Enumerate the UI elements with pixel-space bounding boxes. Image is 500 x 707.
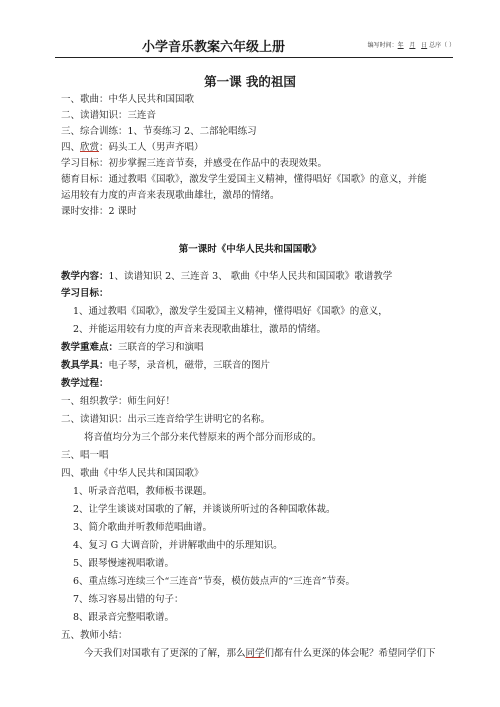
lesson-item: 一、歌曲：中华人民共和国国歌 <box>61 94 195 105</box>
step-item: 8、跟录音完整唱歌谱。 <box>73 612 175 623</box>
meta-total: 总序（ ） <box>429 42 455 49</box>
summary-line: 今天我们对国歌有了更深的了解，那么同学们都有什么更深的体会呢？希望同学们下 <box>84 648 436 659</box>
step-item: 7、练习容易出错的句子： <box>73 594 184 605</box>
step-item: 将音值均分为三个部分来代替原来的两个部分而形成的。 <box>84 432 322 443</box>
goal-item: 2、并能运用较有力度的声音来表现歌曲雄壮，激昂的情绪。 <box>73 324 327 335</box>
step-item: 五、教师小结： <box>61 630 128 641</box>
step-item: 一、组织教学：师生问好！ <box>61 396 176 407</box>
step-item: 三、唱一唱 <box>61 450 109 461</box>
lesson-item: 学习目标：初步掌握三连音节奏，并感受在作品中的表现效果。 <box>61 158 328 169</box>
key-line: 教学重难点：三联音的学习和演唱 <box>61 342 204 353</box>
header-rule <box>55 57 453 58</box>
header-meta <box>368 40 455 49</box>
lesson-item: 课时安排：2 课时 <box>61 206 137 217</box>
summary-underlined: 同学 <box>245 648 265 659</box>
meta-day: 日 <box>421 42 428 49</box>
content-label: 教学内容： <box>61 271 109 282</box>
tools-label: 教具学具： <box>61 360 109 371</box>
meta-month: 月 <box>409 42 416 49</box>
lesson-item: 三、综合训练：1、节奏练习 2、二部轮唱练习 <box>61 126 257 137</box>
process-label: 教学过程： <box>61 378 109 389</box>
lesson-title: 第一课 我的祖国 <box>204 74 296 89</box>
lesson-item: 运用较有力度的声音来表现歌曲雄壮，激昂的情绪。 <box>61 190 280 201</box>
goal-item: 1、通过教唱《国歌》，激发学生爱国主义精神，懂得唱好《国歌》的意义， <box>73 306 388 317</box>
step-item: 二、读谱知识：出示三连音给学生讲明它的名称。 <box>61 414 271 425</box>
content-line: 教学内容：1、读谱知识 2、三连音 3、 歌曲《中华人民共和国国歌》歌谱教学 <box>61 271 393 282</box>
lesson-item: 德育目标：通过教唱《国歌》，激发学生爱国主义精神，懂得唱好《国歌》的意义，并能 <box>61 174 427 185</box>
goals-label: 学习目标： <box>61 288 109 299</box>
appreciation-link: 欣赏 <box>80 142 100 153</box>
step-item: 6、重点练习连续三个“三连音”节奏，模仿鼓点声的“三连音”节奏。 <box>73 576 355 587</box>
lesson-item-appreciation: 四、欣赏：码头工人（男声齐唱） <box>61 142 204 153</box>
step-item: 2、让学生谈谈对国歌的了解，并谈谈所听过的各种国歌体裁。 <box>73 504 336 515</box>
header-title: 小学音乐教案六年级上册 <box>141 40 285 55</box>
meta-year: 年 <box>397 42 404 49</box>
step-item: 4、复习 G 大调音阶，并讲解歌曲中的乐理知识。 <box>73 540 283 551</box>
lesson-item: 二、读谱知识：三连音 <box>61 110 157 121</box>
step-item: 四、歌曲《中华人民共和国国歌》 <box>61 468 204 479</box>
step-item: 5、跟琴慢速视唱歌谱。 <box>73 558 175 569</box>
period-title: 第一课时《中华人民共和国国歌》 <box>178 244 322 255</box>
tools-line: 教具学具：电子琴，录音机，磁带，三联音的图片 <box>61 360 271 371</box>
step-item: 1、听录音范唱，教师板书课题。 <box>73 486 213 497</box>
step-item: 3、简介歌曲并听教师范唱曲谱。 <box>73 522 213 533</box>
meta-prefix: 编写时间： <box>367 42 398 49</box>
key-label: 教学重难点： <box>61 342 119 353</box>
